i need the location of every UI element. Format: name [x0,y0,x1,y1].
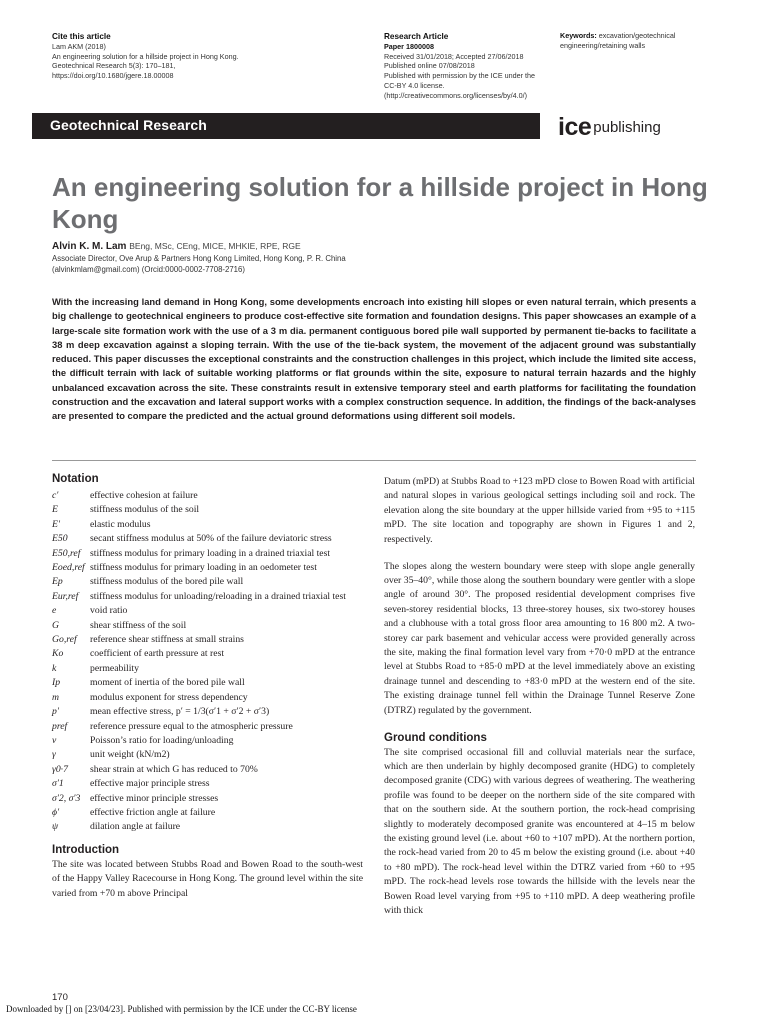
article-info-line: Published online 07/08/2018 [384,61,475,71]
notation-row [52,676,363,690]
notation-row [52,820,363,834]
body-paragraph: The site comprised occasional fill and colluvial materials near the surface, which are then underlain by highly decomposed granite (HDG) to completely decomposed granite (CDG) with various degrees of weathering. The weathering profile was found to be deeper on the northern side of the site compared with that on the southern side. At the southern portion, the rock-head comprising slightly to moderately decomposed granite was encountered at 4–15 m below the existing ground level (i.e. about +60 to +107 mPD). At the northern portion, the rock-head varied from 20 to 45 m below the existing ground (i.e. about +40 to +80 mPD). The rock-head level within the DTRZ varied from +60 to +95 mPD. The rock-head levels rose towards the hillside with the levels near the Bowen Road level varying from +95 to +110 mPD. A deep weathering profile with thick [384,746,695,916]
notation-definition: effective major principle stress [90,778,210,790]
notation-symbol: E′ [52,518,61,530]
notation-row [52,575,363,589]
page-number: 170 [52,992,68,1003]
notation-row [52,489,363,503]
notation-row [52,518,363,532]
notation-symbol: σ′1 [52,778,64,790]
notation-definition: effective friction angle at failure [90,806,216,818]
notation-symbol: k [52,662,57,674]
notation-definition: elastic modulus [90,518,151,530]
notation-row [52,705,363,719]
notation-row [52,777,363,791]
notation-symbol: G [52,619,59,631]
notation-definition: shear strain at which G has reduced to 70% [90,763,258,775]
notation-row [52,806,363,820]
citation-heading: Cite this article [52,32,111,41]
ground-conditions-heading: Ground conditions [384,731,487,744]
notation-symbol: pref [52,720,68,732]
notation-definition: stiffness modulus of the bored pile wall [90,576,244,588]
notation-symbol: ψ [52,821,59,833]
author-line [52,240,301,253]
license-link[interactable]: (http://creativecommons.org/licenses/by/4.0/) [384,90,528,100]
notation-symbol: v [52,734,57,746]
notation-symbol: e [52,605,57,617]
notation-symbol: Eoed,ref [52,562,85,574]
introduction-paragraph: The site was located between Stubbs Road and Bowen Road to the south-west of the Happy Valley Racecourse in Hong Kong. The ground level within the site varied from +70 m above Principal [52,858,363,899]
notation-row [52,734,363,748]
journal-name: Geotechnical Research [50,117,207,133]
notation-symbol: γ [52,749,56,761]
notation-definition: unit weight (kN/m2) [90,749,170,761]
notation-row [52,647,363,661]
journal-band [32,113,540,139]
keywords-label: Keywords: [560,31,597,40]
article-info-line: Received 31/01/2018; Accepted 27/06/2018 [384,51,524,61]
notation-symbol: E50 [52,533,68,545]
download-footer: Downloaded by [] on [23/04/23]. Published with permission by the ICE under the CC-BY license [6,1004,357,1014]
author-degrees: BEng, MSc, CEng, MICE, MHKIE, RPE, RGE [129,241,301,251]
divider [52,460,696,461]
article-type: Research Article [384,32,449,41]
notation-definition: mean effective stress, p′ = 1/3(σ′1 + σ′2 + σ′3) [90,706,270,718]
notation-row [52,547,363,561]
notation-symbol: Go,ref [52,634,77,646]
citation-doi[interactable]: https://doi.org/10.1680/jgere.18.00008 [52,71,174,81]
body-paragraph: The slopes along the western boundary were steep with slope angle generally over 35–40°, while those along the southern boundary were gentler with a slope angle of around 30°. The proposed residential development comprises five seven-storey residential blocks, 13 three-storey houses, six two-storey houses and a clubhouse with a total gross floor area amounting to 16 800 m2. A two-storey car park basement and vehicular access were provided generally across the site, making the final formation level vary from +70·0 mPD at the entrance level at Stubbs Road to +85·0 mPD at the level immediately above an existing drainage tunnel and descending to +83·0 mPD at the western end of the site. The existing drainage tunnel fell within the Drainage Tunnel Reserve Zone (DTRZ) regulated by the government. [384,560,695,716]
notation-row [52,662,363,676]
keywords-text: excavation/geotechnical engineering/retaining walls [560,31,676,50]
notation-row [52,590,363,604]
logo-ice: ice [558,113,592,141]
notation-row [52,561,363,575]
notation-definition: stiffness modulus for unloading/reloading in a drained triaxial test [90,590,346,602]
notation-definition: void ratio [90,605,128,617]
notation-row [52,532,363,546]
notation-definition: permeability [90,662,139,674]
notation-row [52,604,363,618]
notation-symbol: ϕ′ [52,806,60,818]
notation-definition: modulus exponent for stress dependency [90,691,248,703]
notation-definition: effective cohesion at failure [90,490,198,501]
notation-symbol: Ko [52,648,64,660]
notation-symbol: Ep [52,576,63,588]
paper-title: An engineering solution for a hillside project in Hong Kong [52,172,708,234]
notation-symbol: m [52,691,59,703]
notation-symbol: p′ [52,706,59,718]
notation-row [52,503,363,517]
notation-symbol: E50,ref [52,547,81,559]
notation-row [52,792,363,806]
ice-publishing-logo [558,114,661,140]
notation-row [52,720,363,734]
notation-row [52,633,363,647]
article-info-line: CC-BY 4.0 license. [384,80,445,90]
citation-block [52,31,282,81]
notation-definition: stiffness modulus of the soil [90,504,200,516]
citation-line: Geotechnical Research 5(3): 170–181, [52,61,176,71]
notation-definition: Poisson’s ratio for loading/unloading [90,734,234,746]
notation-row [52,619,363,633]
body-paragraph: Datum (mPD) at Stubbs Road to +123 mPD close to Bowen Road with artificial and natural slopes in various geological settings including soil and rock. The elevation along the site boundary at the upper hillside varied from +95 to +115 mPD. The site location and topography are shown in Figures 1 and 2, respectively. [384,476,695,545]
notation-row [52,763,363,777]
notation-row [52,748,363,762]
left-column [52,472,363,913]
notation-definition: stiffness modulus for primary loading in a drained triaxial test [90,547,331,559]
notation-definition: shear stiffness of the soil [90,619,187,631]
notation-definition: coefficient of earth pressure at rest [90,648,225,660]
citation-line: An engineering solution for a hillside project in Hong Kong. [52,51,239,61]
notation-definition: effective minor principle stresses [90,792,219,804]
notation-definition: secant stiffness modulus at 50% of the failure deviatoric stress [90,533,332,545]
notation-definition: stiffness modulus for primary loading in an oedometer test [90,562,317,574]
right-column [384,475,695,931]
citation-line: Lam AKM (2018) [52,42,106,51]
notation-definition: dilation angle at failure [90,821,181,833]
notation-heading: Notation [52,473,99,485]
article-info-block [384,31,554,100]
notation-symbol: Eur,ref [52,590,79,602]
notation-symbol: σ′2, σ′3 [52,792,81,804]
notation-symbol: c′ [52,490,59,501]
notation-definition: reference pressure equal to the atmospheric pressure [90,720,293,732]
notation-row [52,691,363,705]
logo-publishing: publishing [593,119,661,136]
abstract: With the increasing land demand in Hong Kong, some developments encroach into existing hill slopes or even natural terrain, which presents a big challenge to geotechnical engineers to produce cost-effective site formation and foundation designs. This paper showcases an example of a large-scale site formation work with the use of a 3 m dia. permanent contiguous bored pile wall supported by permanent tie-backs to facilitate a 38 m deep excavation against a sloping terrain. With the use of the tie-back system, the movement of the adjacent ground was substantially reduced. This paper discusses the exceptional constraints and the construction challenges in this project, which include the limited site access, the difficult terrain with lack of suitable working platforms or flat grounds within the site, exposure to natural terrain hazards and the highly unbalanced excavation across the site. These constraints result in extensive temporary steel and earth platforms for facilitating the foundation construction and the excavation and lateral support works with a complex construction sequence. In addition, the findings of the back-analyses are presented to compare the predicted and the actual ground deformations using different soil models. [52,296,696,422]
notation-symbol: E [52,504,58,516]
paper-number: Paper 1800008 [384,42,434,51]
notation-symbol: Ip [52,677,61,689]
notation-list [52,489,363,835]
introduction-heading: Introduction [52,843,120,856]
article-info-line: Published with permission by the ICE under the [384,71,536,81]
author-affiliation: Associate Director, Ove Arup & Partners Hong Kong Limited, Hong Kong, P. R. China (alvinkmlam@gmail.com) (Orcid:0000-0002-7708-2716) [52,254,346,274]
keywords-block [560,31,720,50]
notation-symbol: γ0·7 [52,763,68,775]
author-name: Alvin K. M. Lam [52,241,127,252]
notation-definition: moment of inertia of the bored pile wall [90,677,245,689]
notation-definition: reference shear stiffness at small strains [90,634,244,646]
